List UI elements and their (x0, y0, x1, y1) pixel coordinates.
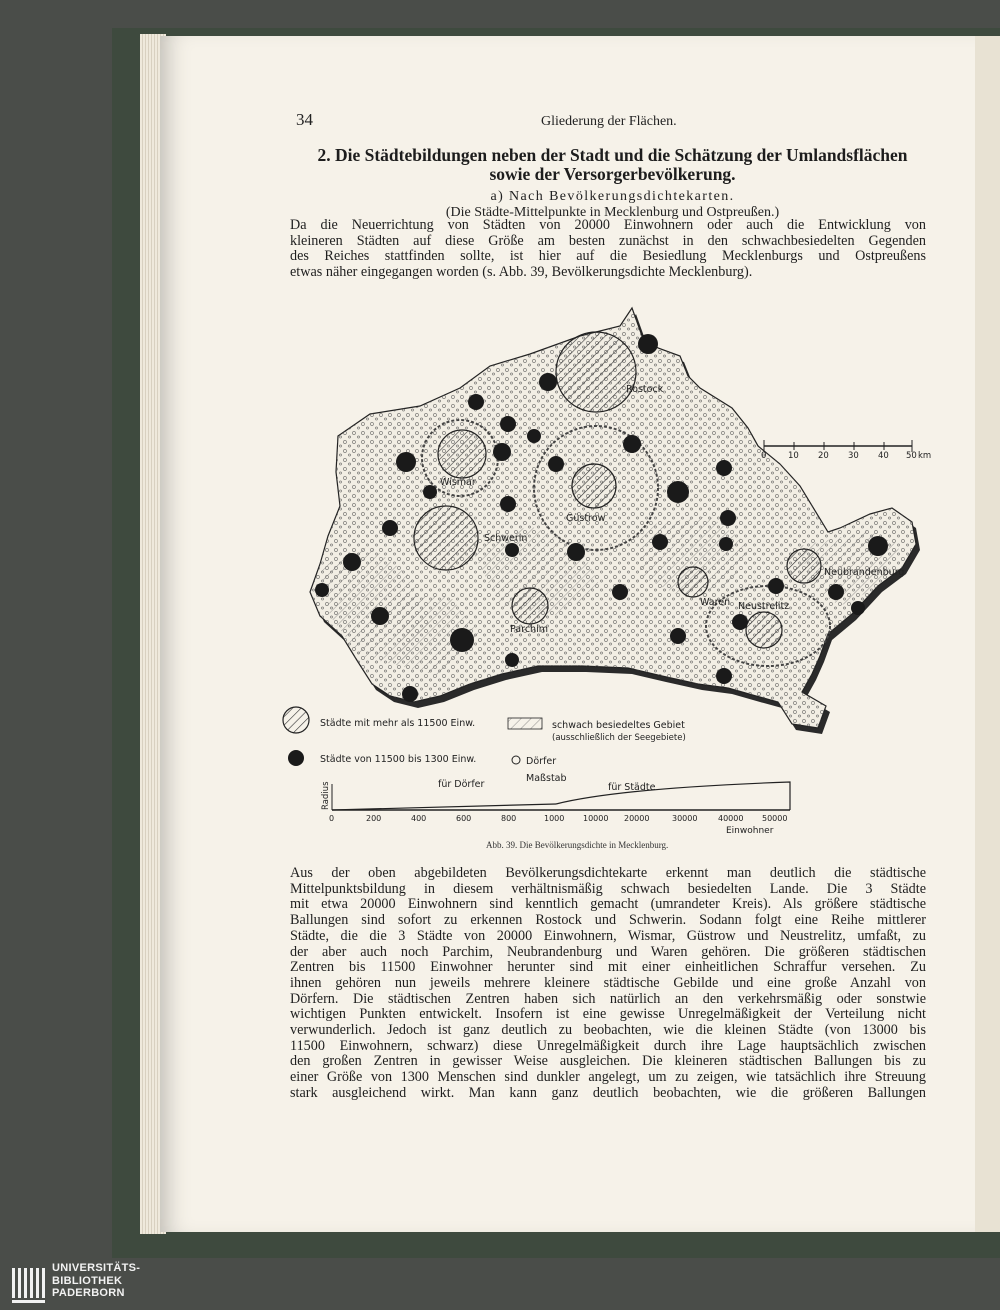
radius-tick: 1000 (544, 814, 565, 823)
population-density-map-figure (280, 296, 940, 856)
city-label-neubrandenburg: Neubrandenburg (824, 567, 905, 578)
logo-line: BIBLIOTHEK (52, 1274, 123, 1287)
city-circle-guestrow (572, 464, 616, 508)
section-title-line: 2. Die Städtebildungen neben der Stadt und die Schätzung der Umlandsflächen (317, 145, 908, 165)
text-line: der aber auch noch Parchim, Neubrandenburg und Waren gehören. Die größeren städtischen (290, 943, 926, 960)
radius-tick: 600 (456, 814, 472, 823)
subsection-heading: a) Nach Bevölkerungsdichtekarten. (490, 189, 735, 204)
legend-black-dot-icon (288, 750, 304, 766)
radius-scale-diagram (321, 773, 790, 836)
subsection-note: (Die Städte-Mittelpunkte in Mecklenburg und Ostpreußen.) (445, 205, 780, 220)
radius-cities-label: für Städte (608, 782, 656, 793)
running-head: Gliederung der Flächen. (541, 114, 677, 129)
radius-tick: 0 (329, 814, 335, 823)
scale-tick: 50 (906, 451, 917, 461)
scale-tick: 40 (878, 451, 889, 461)
text-line: wichtigen Punkten entwickelt. Insofern ist eine gewisse Unregelmäßigkeit der Verteilung nicht (290, 1006, 926, 1023)
legend-sparse-area: schwach besiedeltes Gebiet (552, 720, 685, 731)
legend-large-cities: Städte mit mehr als 11500 Einw. (320, 718, 476, 729)
text-line: etwas näher eingegangen worden (s. Abb. 39, Bevölkerungsdichte Mecklenburg). (290, 264, 753, 281)
city-circle-neustrelitz (746, 612, 782, 648)
text-line: stark ausgleichend wirkt. Man kann ganz deutlich beobachten, wie die größeren Ballungen (290, 1084, 926, 1101)
city-label-neustrelitz: Neustrelitz (738, 601, 790, 612)
city-label-schwerin: Schwerin (484, 533, 528, 544)
radius-tick: 50000 (762, 814, 788, 823)
text-line: einer Größe von 1300 Menschen sind dunkler angelegt, um zu zeigen, wie tatsächlich ihre Streuung (290, 1069, 926, 1086)
section-title-line: sowie der Versorgerbevölkerung. (489, 164, 736, 184)
scale-tick: 20 (818, 451, 829, 461)
mecklenburg-map (310, 308, 920, 734)
scale-unit: km (918, 451, 932, 461)
villages-radius-curve (332, 804, 556, 810)
legend-village-circle-icon (512, 756, 520, 764)
radius-tick: 20000 (624, 814, 650, 823)
text-line: Ballungen sind sofort zu erkennen Rostock und Schwerin. Sodann folgt eine Reihe mittlerer (290, 912, 926, 929)
legend-villages: Dörfer (526, 756, 557, 767)
city-circle-wismar (438, 430, 486, 478)
city-label-guestrow: Güstrow (566, 513, 606, 524)
map-legend (283, 707, 686, 767)
radius-axis-label: Radius (321, 781, 331, 810)
city-label-wismar: Wismar (440, 477, 476, 488)
radius-tick: 800 (501, 814, 517, 823)
text-line: mit etwa 20000 Einwohnern sind kenntlich gemacht (umrandeter Kreis). Als größere städtische (290, 896, 926, 913)
legend-hatched-circle-icon (283, 707, 309, 733)
radius-tick: 40000 (718, 814, 744, 823)
radius-tick: 10000 (583, 814, 609, 823)
text-line: Da die Neuerrichtung von Städten von 20000 Einwohnern oder auch die Entwicklung von (290, 217, 926, 233)
text-line: Zentren bis 11500 Einwohner herunter sind mit einer einheitlichen Schraffur versehen. Zu (290, 959, 926, 976)
radius-tick: 30000 (672, 814, 698, 823)
text-line: den großen Zentren in gewisser Weise ausgleichen. Die kleineren städtischen Ballungen bis zu (290, 1053, 926, 1070)
text-line: Mittelpunktsbildung in diesem verhältnismäßig schwach besiedelten Lande. Die 3 Städte (290, 880, 926, 897)
figure-caption: Abb. 39. Die Bevölkerungsdichte in Mecklenburg. (486, 840, 669, 850)
intro-paragraph (290, 218, 926, 281)
facing-page-edge (975, 36, 1000, 1232)
city-circle-waren (678, 567, 708, 597)
city-circle-parchim (512, 588, 548, 624)
legend-small-cities: Städte von 11500 bis 1300 Einw. (320, 754, 477, 765)
legend-sparse-area-swatch (508, 718, 542, 729)
logo-line: PADERBORN (52, 1287, 125, 1299)
text-line: ihnen gehören nun jeweils mehrere kleinere städtische Gebilde und eine große Anzahl von (290, 974, 926, 991)
text-line: des Reiches stattfinden sollte, ist hier auf die Besiedlung Mecklenburgs und Ostpreußens (290, 248, 926, 265)
text-line: verwunderlich. Jedoch ist ganz deutlich zu beobachten, wie die kleinen Städte (von 13000 bis (290, 1022, 926, 1039)
radius-tick: 400 (411, 814, 427, 823)
page-number: 34 (296, 110, 313, 129)
km-scale-bar (761, 440, 931, 461)
radius-scale-title: Maßstab (526, 773, 567, 784)
scale-tick: 0 (761, 451, 767, 461)
text-line: 11500 Einwohnern, schwarz) diese Unregelmäßigkeit durch ihre Lage hauptsächlich zwischen (290, 1037, 926, 1054)
body-paragraph (290, 866, 926, 1102)
library-logo-text (52, 1262, 140, 1300)
text-line: Dörfern. Die städtischen Zentren haben sich natürlich an den verkehrsmäßig oder sonstwie (290, 990, 926, 1007)
text-line: kleineren Städten auf diese Größe am besten zunächst in den schwachbesiedelten Gegenden (290, 232, 926, 249)
city-label-waren: Waren (700, 597, 731, 608)
city-label-rostock: Rostock (626, 384, 664, 395)
section-title (290, 146, 935, 184)
radius-villages-label: für Dörfer (438, 779, 485, 790)
city-circle-rostock (556, 332, 636, 412)
legend-sparse-area-note: (ausschließlich der Seegebiete) (552, 733, 686, 743)
cities-radius-curve (556, 782, 790, 810)
city-label-parchim: Parchim (510, 624, 548, 635)
text-line: Aus der oben abgebildeten Bevölkerungsdichtekarte erkennt man deutlich die städtische (290, 865, 926, 881)
text-line: Städte, die die 3 Städte von 20000 Einwohnern, Wismar, Güstrow und Neustrelitz, umfaßt, zu (290, 927, 926, 944)
scale-tick: 30 (848, 451, 859, 461)
radius-tick: 200 (366, 814, 382, 823)
radius-unit: Einwohner (726, 826, 774, 836)
scale-tick: 10 (788, 451, 799, 461)
city-circle-neubrandenburg (787, 549, 821, 583)
logo-line: UNIVERSITÄTS- (52, 1262, 141, 1274)
city-circle-schwerin (414, 506, 478, 570)
